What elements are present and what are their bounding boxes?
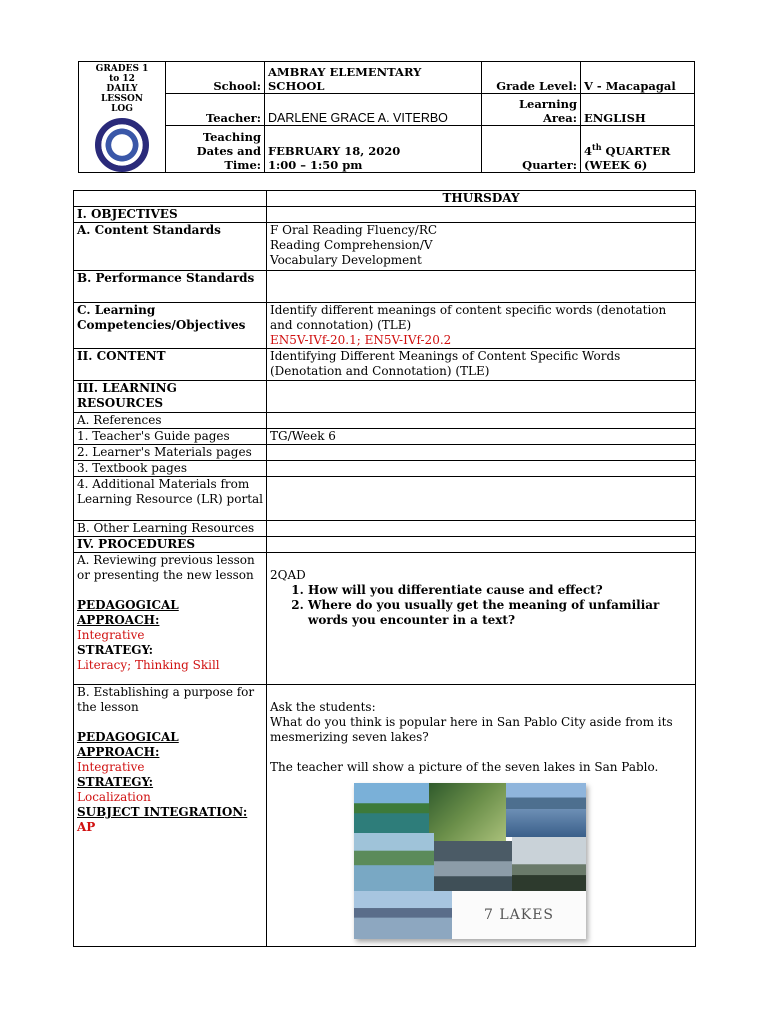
procedure-a-questions (270, 583, 692, 628)
lake-photo (429, 783, 506, 841)
quarter-num: 4 (584, 144, 593, 158)
lake-photo (506, 809, 586, 837)
quarter-label: Quarter: (482, 126, 581, 173)
content-standards-value: F Oral Reading Fluency/RC Reading Comprehension/V Vocabulary Development (267, 223, 696, 271)
dates-value (265, 126, 482, 173)
lake-photo (354, 783, 429, 833)
quarter-week: (WEEK 6) (584, 158, 648, 172)
procedure-b-approach: Integrative (77, 760, 145, 774)
procedure-b-subject-label: SUBJECT INTEGRATION: (77, 805, 248, 819)
area-value: ENGLISH (581, 93, 695, 126)
procedure-b-strategy: Localization (77, 790, 151, 804)
procedure-b-label-cell (74, 685, 267, 947)
day-header: THURSDAY (267, 191, 696, 207)
tg-label: 1. Teacher's Guide pages (74, 429, 267, 445)
seven-lakes-collage (354, 783, 586, 939)
logo-title: GRADES 1 to 12 DAILY LESSON LOG (95, 64, 149, 114)
quarter-value (581, 126, 695, 173)
procedures-label: IV. PROCEDURES (74, 537, 267, 553)
procedure-b-subject: AP (77, 820, 96, 834)
am-label: 4. Additional Materials from Learning Resource (LR) portal (74, 477, 267, 521)
procedure-b-content (267, 685, 696, 947)
competencies-value: Identify different meanings of content specific words (denotation and connotation) (TLE) EN5V-IVf-20.1; EN5V-IVf-20.2 (267, 303, 696, 349)
procedure-a-intro: 2QAD (270, 568, 306, 582)
competency-code: EN5V-IVf-20.1; EN5V-IVf-20.2 (270, 333, 452, 347)
deped-seal-icon (95, 118, 149, 172)
procedure-b-ask: Ask the students: (270, 700, 376, 714)
procedure-b-strategy-label: STRATEGY: (77, 775, 154, 789)
procedure-a-label: A. Reviewing previous lesson or presenting the new lesson (77, 553, 255, 582)
lake-photo (512, 837, 586, 891)
procedure-a-strategy-label: STRATEGY: (77, 643, 154, 657)
list-item: 1. How will you differentiate cause and effect? (308, 583, 692, 598)
teacher-label: Teacher: (166, 93, 265, 126)
list-item: 2. Where do you usually get the meaning of unfamiliar words you encounter in a text? (308, 598, 692, 628)
procedure-a-approach-label: PEDAGOGICAL APPROACH: (77, 598, 179, 627)
competencies-label: C. Learning Competencies/Objectives (74, 303, 267, 349)
quarter-sup: th (592, 142, 602, 153)
date-value: FEBRUARY 18, 2020 (268, 144, 401, 158)
school-value: AMBRAY ELEMENTARY SCHOOL (265, 62, 482, 94)
collage-label: 7 LAKES (452, 891, 586, 939)
teacher-value: DARLENE GRACE A. VITERBO (265, 93, 482, 126)
tb-label: 3. Textbook pages (74, 461, 267, 477)
content-standards-label: A. Content Standards (74, 223, 267, 271)
day-header-blank (74, 191, 267, 207)
lake-photo (354, 833, 434, 891)
area-label: Learning Area: (482, 93, 581, 126)
dates-label: Teaching Dates and Time: (166, 126, 265, 173)
other-label: B. Other Learning Resources (74, 521, 267, 537)
procedure-a-label-cell (74, 553, 267, 685)
lake-photo (434, 841, 512, 891)
resources-label: III. LEARNING RESOURCES (74, 381, 267, 413)
lm-label: 2. Learner's Materials pages (74, 445, 267, 461)
content-label: II. CONTENT (74, 349, 267, 381)
procedure-b-label: B. Establishing a purpose for the lesson (77, 685, 255, 714)
lesson-log-table (73, 190, 696, 947)
procedure-a-strategy: Literacy; Thinking Skill (77, 658, 220, 672)
procedure-b-show: The teacher will show a picture of the seven lakes in San Pablo. (270, 760, 659, 774)
objectives-label: I. OBJECTIVES (74, 207, 267, 223)
content-value: Identifying Different Meanings of Content Specific Words (Denotation and Connotation) (TLE) (267, 349, 696, 381)
logo-cell (79, 62, 166, 173)
tg-value: TG/Week 6 (267, 429, 696, 445)
performance-label: B. Performance Standards (74, 271, 267, 303)
school-label: School: (166, 62, 265, 94)
time-value: 1:00 – 1:50 pm (268, 158, 363, 172)
procedure-a-approach: Integrative (77, 628, 145, 642)
lake-photo (506, 783, 586, 809)
grade-value: V - Macapagal (581, 62, 695, 94)
procedure-b-question: What do you think is popular here in San Pablo City aside from its mesmerizing seven lakes? (270, 715, 673, 744)
procedure-a-content (267, 553, 696, 685)
references-label: A. References (74, 413, 267, 429)
grade-label: Grade Level: (482, 62, 581, 94)
lesson-log-header (78, 61, 695, 173)
procedure-b-approach-label: PEDAGOGICAL APPROACH: (77, 730, 179, 759)
quarter-text: QUARTER (601, 144, 671, 158)
lake-photo (354, 891, 452, 939)
